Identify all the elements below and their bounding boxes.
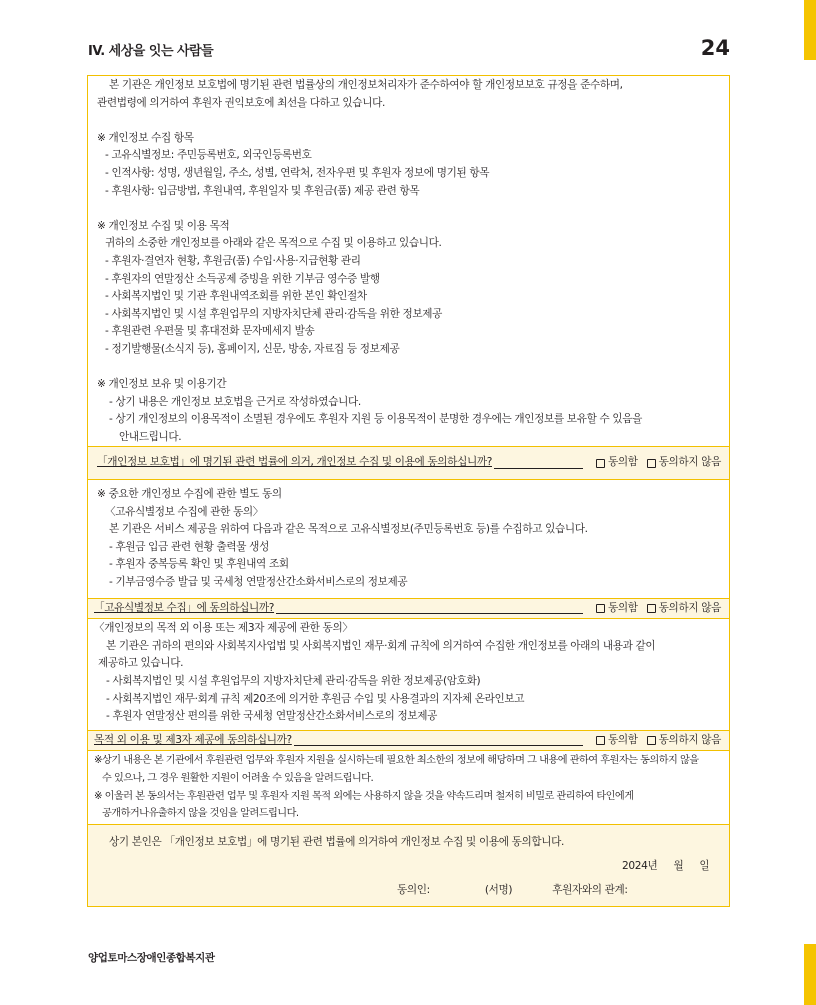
note-line: 수 있으나, 그 경우 원활한 지원이 어려울 수 있음을 알려드립니다. (102, 772, 374, 784)
date-year: 2024년 (622, 859, 658, 872)
consent-question-third-party (88, 730, 729, 751)
unique-id-block (88, 479, 729, 598)
date-row (97, 854, 721, 878)
bottom-accent-tab (804, 944, 816, 1005)
third-item: - 사회복지법인 및 시설 후원업무의 지방자치단체 관리·감독을 위한 정보제공(암호화) (106, 675, 481, 687)
retention-item: 안내드립니다. (119, 430, 182, 443)
third-intro-1: 본 기관은 귀하의 편의와 사회복지사업법 및 사회복지법인 재무·회계 규칙에 의거하여 수집한 개인정보를 아래의 내용과 같이 (106, 639, 656, 652)
purpose-item: - 후원관련 우편물 및 휴대전화 문자메세지 발송 (105, 325, 315, 338)
section-title: IV. 세상을 잇는 사람들 (88, 44, 214, 59)
question-text: 「고유식별정보 수집」에 동의하십니까? (94, 601, 275, 614)
consenter-label: 동의인: (397, 883, 430, 896)
item-donation: - 후원사항: 입금방법, 후원내역, 후원일자 및 후원금(품) 제공 관련 항목 (105, 184, 420, 197)
agree-option[interactable]: 동의함 (596, 600, 638, 618)
disagree-option[interactable]: 동의하지 않음 (647, 600, 721, 618)
privacy-notice-block (88, 76, 729, 446)
declaration-text: 상기 본인은 「개인정보 보호법」에 명기된 관련 법률에 의거하여 개인정보 수집 및 이용에 동의합니다. (109, 835, 565, 848)
purpose-item: - 정기발행물(소식지 등), 홈페이지, 신문, 방송, 자료집 등 정보제공 (105, 342, 400, 355)
note-line: 공개하거나유출하지 않을 것임을 알려드립니다. (102, 808, 299, 820)
date-month: 월 (673, 859, 684, 872)
third-heading: 〈개인정보의 목적 외 이용 또는 제3자 제공에 관한 동의〉 (94, 622, 353, 635)
unique-sub-heading: 〈고유식별정보 수집에 관한 동의〉 (105, 505, 264, 518)
third-item: - 사회복지법인 재무·회계 규칙 제20조에 의거한 후원금 수입 및 사용결과의 지자체 온라인보고 (106, 692, 525, 705)
unique-item: - 후원금 입금 관련 현황 출력물 생성 (109, 540, 269, 553)
agree-option[interactable]: 동의함 (596, 454, 638, 472)
signature-field[interactable]: (서명) (484, 883, 513, 896)
disagree-option[interactable]: 동의하지 않음 (647, 732, 721, 750)
agree-option[interactable]: 동의함 (596, 732, 638, 750)
item-unique-id: - 고유식별정보: 주민등록번호, 외국인등록번호 (105, 149, 312, 162)
retention-item: - 상기 개인정보의 이용목적이 소멸된 경우에도 후원자 지원 등 이용목적이 분명한 경우에는 개인정보를 보유할 수 있음을 (109, 413, 643, 426)
third-item: - 후원자 연말정산 편의를 위한 국세청 연말정산간소화서비스로의 정보제공 (106, 710, 437, 723)
relation-label: 후원자와의 관계: (552, 883, 628, 896)
third-intro-2: 제공하고 있습니다. (98, 657, 184, 670)
purpose-item: - 후원자의 연말정산 소득공제 증빙을 위한 기부금 영수증 발행 (105, 272, 380, 285)
intro-line-1: 본 기관은 개인정보 보호법에 명기된 관련 법률상의 개인정보처리자가 준수하여야 할 개인정보보호 규정을 준수하며, (109, 79, 623, 91)
question-text: 목적 외 이용 및 제3자 제공에 동의하십니까? (94, 733, 292, 746)
items-heading: ※ 개인정보 수집 항목 (97, 131, 194, 144)
consent-question-unique-id (88, 598, 729, 619)
consent-question-privacy (88, 446, 729, 479)
third-party-block (88, 618, 729, 730)
unique-item: - 기부금영수증 발급 및 국세청 연말정산간소화서비스로의 정보제공 (109, 576, 408, 589)
purpose-item: - 후원자·결연자 현황, 후원금(품) 수입·사용·지급현황 관리 (105, 254, 361, 267)
checkbox-icon[interactable] (647, 736, 656, 745)
unique-intro: 본 기관은 서비스 제공을 위하여 다음과 같은 목적으로 고유식별정보(주민등록번호 등)를 수집하고 있습니다. (109, 523, 588, 536)
item-personal: - 인적사항: 성명, 생년월일, 주소, 성별, 연락처, 전자우편 및 후원자 정보에 명기된 항목 (105, 166, 490, 179)
footer-organization: 양업토마스장애인종합복지관 (88, 952, 215, 964)
consent-form (87, 75, 730, 907)
notes-block (88, 750, 729, 823)
unique-item: - 후원자 중복등록 확인 및 후원내역 조회 (109, 558, 289, 571)
declaration-block (88, 824, 729, 906)
purpose-item: - 사회복지법인 및 기관 후원내역조회를 위한 본인 확인절차 (105, 290, 367, 303)
intro-line-2: 관련법령에 의거하여 후원자 권익보호에 최선을 다하고 있습니다. (97, 96, 385, 109)
checkbox-icon[interactable] (596, 736, 605, 745)
disagree-option[interactable]: 동의하지 않음 (647, 454, 721, 472)
retention-item: - 상기 내용은 개인정보 보호법을 근거로 작성하였습니다. (109, 395, 361, 408)
checkbox-icon[interactable] (596, 459, 605, 468)
checkbox-icon[interactable] (647, 604, 656, 613)
question-text: 「개인정보 보호법」에 명기된 관련 법률에 의거, 개인정보 수집 및 이용에 동의하십니까? (97, 456, 492, 469)
note-line: ※ 이울러 본 동의서는 후원관련 업무 및 후원자 지원 목적 외에는 사용하지 않을 것을 약속드리며 철저히 비밀로 관리하여 타인에게 (94, 790, 634, 802)
underline-blank (276, 603, 583, 614)
purpose-heading: ※ 개인정보 수집 및 이용 목적 (97, 219, 230, 232)
checkbox-icon[interactable] (596, 604, 605, 613)
purpose-item: - 사회복지법인 및 시설 후원업무의 지방자치단체 관리·감독을 위한 정보제공 (105, 307, 443, 320)
date-day: 일 (699, 859, 710, 872)
underline-blank (294, 735, 583, 746)
page-number: 24 (700, 36, 730, 60)
note-line: ※상기 내용은 본 기관에서 후원관련 업무와 후원자 지원을 실시하는데 필요한 최소한의 정보에 해당하며 그 내용에 관하여 후원자는 동의하지 않을 (94, 755, 699, 767)
underline-blank (494, 458, 583, 469)
retention-heading: ※ 개인정보 보유 및 이용기간 (97, 378, 227, 391)
top-accent-tab (804, 0, 816, 60)
unique-heading: ※ 중요한 개인정보 수집에 관한 별도 동의 (97, 488, 282, 501)
signature-row (97, 878, 721, 902)
checkbox-icon[interactable] (647, 459, 656, 468)
purpose-intro: 귀하의 소중한 개인정보를 아래와 같은 목적으로 수집 및 이용하고 있습니다. (105, 237, 442, 250)
